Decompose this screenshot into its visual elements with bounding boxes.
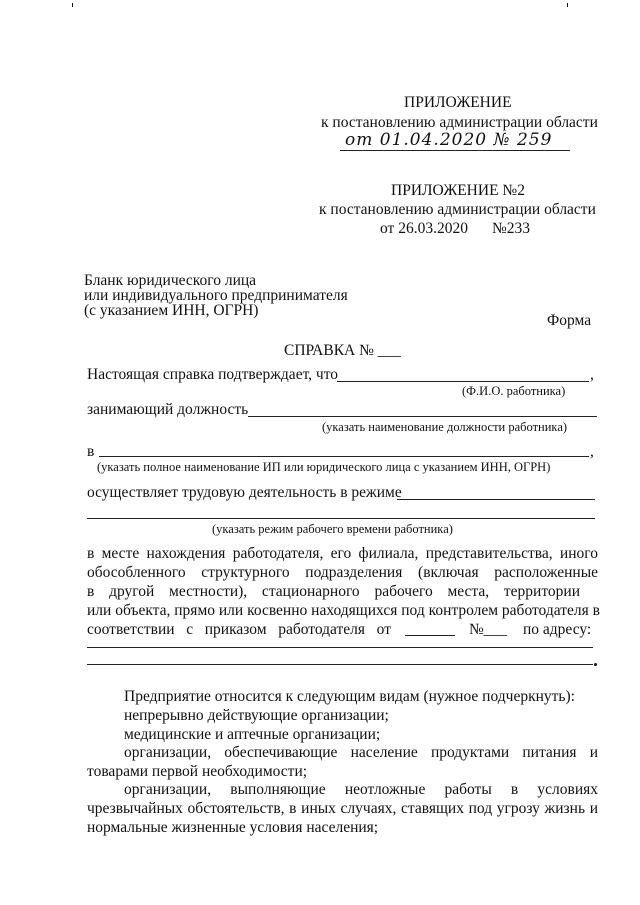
body-line-2: обособленного структурного подразделения (включая расположенные: [87, 564, 598, 581]
order-number-label: №___: [469, 621, 508, 638]
type-item-food-line-2: товарами первой необходимости;: [87, 763, 308, 780]
appendix-reference: к постановлению администрации области: [321, 114, 598, 131]
work-mode-hint: (указать режим рабочего времени работника): [212, 522, 453, 536]
comma: ,: [590, 443, 594, 460]
appendix2-reference: к постановлению администрации области: [319, 201, 596, 218]
type-item-continuous: непрерывно действующие организации;: [124, 707, 389, 724]
confirms-label: Настоящая справка подтверждает, что: [87, 366, 339, 383]
appendix2-number: №233: [492, 220, 531, 237]
comma: ,: [590, 366, 594, 383]
types-intro: Предприятие относится к следующим видам (нужное подчеркнуть):: [124, 688, 575, 705]
letterhead-line-3: (с указанием ИНН, ОГРН): [84, 302, 259, 319]
body-line-5: соответствии с приказом работодателя от: [87, 621, 391, 638]
organization-field[interactable]: [99, 456, 589, 457]
handwritten-date-number: от 01.04.2020 № 259: [345, 130, 553, 150]
type-item-medical: медицинские и аптечные организации;: [124, 726, 381, 743]
position-label: занимающий должность: [87, 401, 249, 418]
body-line-3: в другой местности), стационарного рабочего места, территории: [87, 583, 580, 600]
address-label: по адресу:: [523, 621, 592, 638]
position-field[interactable]: [248, 416, 597, 417]
type-item-food-line-1: организации, обеспечивающие население продуктами питания и: [124, 744, 598, 761]
order-date-field[interactable]: [405, 635, 455, 636]
appendix2-title: ПРИЛОЖЕНИЕ №2: [391, 182, 525, 199]
period: [594, 663, 597, 666]
scan-mark: [567, 3, 568, 7]
address-field-line-2[interactable]: [87, 664, 593, 665]
type-item-emergency-line-2: чрезвычайных обстоятельств, в иных случаях, ставящих под угрозу жизнь и: [87, 800, 598, 817]
type-item-emergency-line-3: нормальные жизненные условия населения;: [87, 819, 379, 836]
letterhead-line-1: Бланк юридического лица: [84, 272, 257, 289]
work-mode-field-line-2[interactable]: [87, 518, 595, 519]
body-line-4: или объекта, прямо или косвенно находящихся под контролем работодателя в: [87, 602, 600, 619]
work-mode-label: осуществляет трудовую деятельность в режиме: [87, 484, 402, 501]
certificate-title: СПРАВКА № ___: [284, 342, 402, 359]
address-field-line-1[interactable]: [87, 647, 593, 648]
position-hint: (указать наименование должности работника): [322, 420, 568, 434]
worker-name-hint: (Ф.И.О. работника): [462, 384, 566, 398]
worker-name-field[interactable]: [337, 381, 589, 382]
scan-mark: [72, 3, 73, 7]
in-label: в: [87, 443, 95, 460]
organization-hint: (указать полное наименование ИП или юридического лица с указанием ИНН, ОГРН): [97, 460, 551, 474]
form-label: Форма: [547, 312, 592, 329]
handwriting-underline: [340, 150, 570, 151]
body-line-1: в месте нахождения работодателя, его филиала, представительства, иного: [87, 545, 598, 562]
work-mode-field[interactable]: [397, 499, 595, 500]
appendix2-date: от 26.03.2020: [380, 220, 468, 237]
appendix-title: ПРИЛОЖЕНИЕ: [404, 94, 512, 111]
type-item-emergency-line-1: организации, выполняющие неотложные работы в условиях: [124, 781, 598, 798]
letterhead-line-2: или индивидуального предпринимателя: [84, 287, 348, 304]
